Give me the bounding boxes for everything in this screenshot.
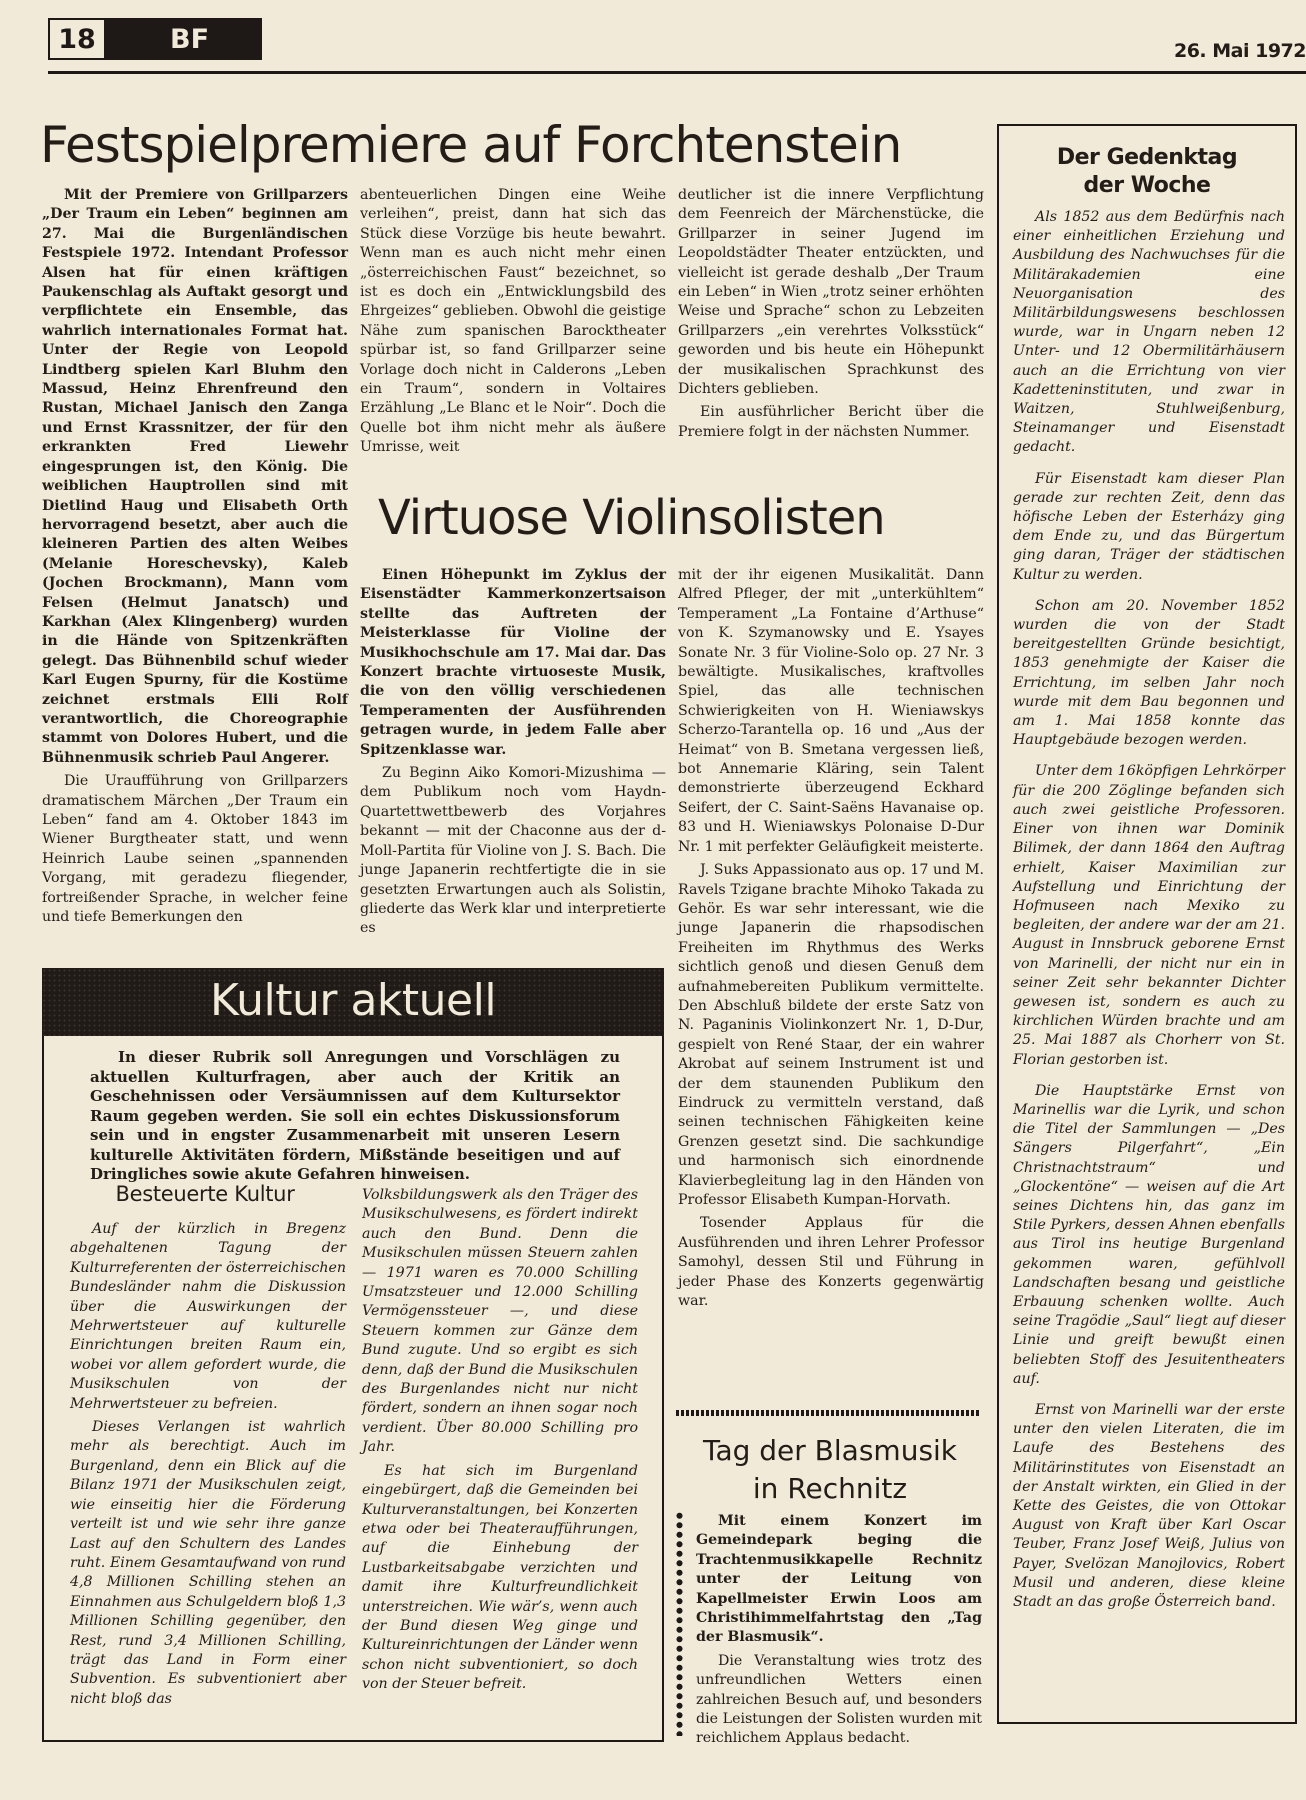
- kultur-paragraph: Es hat sich im Burgenland eingebürgert, daß die Gemeinden bei Kulturveranstaltungen, bei Konzerten etwa oder bei Theateraufführungen, auf die Einhebung der Lustbarkeitsabgabe verzichten und damit ihre Kulturfreundlichkeit unterstreichen. Wie wär’s, wenn auch der Bund diesen Weg ginge und Kultureinrichtungen der Länder wenn schon nicht subventioniert, so doch von der Steuer befreit.: [362, 1462, 638, 1693]
- festspiel-paragraph: Ein ausführlicher Bericht über die Premiere folgt in der nächsten Nummer.: [678, 404, 984, 440]
- kultur-intro-text: In dieser Rubrik soll Anregungen und Vorschlägen zu aktuellen Kulturfragen, aber auch der Kritik an Geschehnissen oder Versäumnissen auf dem Kultursektor Raum gegeben werden. Sie soll ein echtes Diskussionsforum sein und in engster Zusammenarbeit mit unseren Lesern kulturelle Aktivitäten fördern, Mißstände beseitigen und auf Dringliches sowie akute Gefahren hinweisen.: [90, 1048, 620, 1183]
- gedenktag-column: [1013, 208, 1285, 1612]
- blasmusik-column: [696, 1512, 982, 1749]
- headline-blasmusik-line-1: Tag der Blasmusik: [702, 1434, 958, 1467]
- gedenktag-paragraph: Für Eisenstadt kam dieser Plan gerade zur rechten Zeit, denn das höfische Leben der Esterházy ging dem Ende zu, und das Bürgertum ging daran, Träger der städtischen Kultur zu werden.: [1013, 470, 1285, 583]
- kultur-column-2: [362, 1186, 638, 1695]
- violin-lead: Einen Höhepunkt im Zyklus der Eisenstädter Kammerkonzertsaison stellte das Auftreten der Meisterklasse für Violine der Musikhochschule am 17. Mai dar. Das Konzert brachte virtuoseste Musik, die von den völlig verschiedenen Temperamenten der Ausführenden getragen wurde, in jedem Falle aber Spitzenklasse war.: [360, 567, 666, 758]
- festspiel-paragraph: Die Uraufführung von Grillparzers dramatischem Märchen „Der Traum ein Leben“ fand am 4. Oktober 1843 im Wiener Burgtheater statt, und wenn Heinrich Laube seinen „spannenden Vorgang, mit geradezu fliegender, fortreißender Sprache, in welcher feine und tiefe Bemerkungen den: [42, 773, 348, 926]
- kultur-paragraph: Auf der kürzlich in Bregenz abgehaltenen Tagung der Kulturreferenten der österreichischen Bundesländer nahm die Diskussion über die Auswirkungen der Mehrwertsteuer auf kulturelle Einrichtungen breiten Raum ein, wobei vor allem gefordert wurde, die Musikschulen von der Mehrwertsteuer zu befreien.: [70, 1221, 346, 1412]
- kultur-aktuell-box: [42, 1036, 664, 1742]
- section-divider: [676, 1410, 980, 1416]
- headline-blasmusik-line-2: in Rechnitz: [752, 1472, 908, 1505]
- kultur-aktuell-banner: [42, 968, 664, 1036]
- page-header-badge: [48, 18, 262, 60]
- header-rule: [48, 71, 1306, 74]
- gedenktag-paragraph: Ernst von Marinelli war der erste unter den vielen Literaten, die im Laufe des Bestehens des Militärinstitutes von Eisenstadt an der Anstalt wirkten, ein Glied in der Kette des Geistes, die von Ottokar August von Kraft über Karl Oscar Teuber, Franz Josef Weiß, Julius von Payer, Svelözan Manojlovics, Robert Musil und anderen, diese kleine Stadt an das große Österreich band.: [1013, 1401, 1285, 1611]
- blasmusik-paragraph: Die Veranstaltung wies trotz des unfreundlichen Wetters einen zahlreichen Besuch auf, und besonders die Leistungen der Solisten wurden mit reichlichem Applaus bedacht.: [696, 1652, 982, 1747]
- section-label: BF: [170, 23, 210, 55]
- kultur-column-1: [70, 1220, 346, 1709]
- column-gutter: [990, 120, 991, 1730]
- kultur-paragraph: Volksbildungswerk als den Träger des Musikschulwesens, es fördert indirekt auch den Bund. Denn die Musikschulen müssen Steuern zahlen — 1971 waren es 70.000 Schilling Umsatzsteuer und 12.000 Schilling Vermögenssteuer —, und diese Steuern kommen zur Gänze dem Bund zugute. Und so ergibt es sich denn, daß der Bund die Musikschulen des Burgenlandes nicht nur nicht fördert, sondern an ihnen sogar noch verdient. Über 80.000 Schilling pro Jahr.: [362, 1187, 638, 1456]
- festspiel-column-3: [678, 186, 984, 442]
- violin-paragraph: Tosender Applaus für die Ausführenden und ihren Lehrer Professor Samohyl, dessen Stil und Führung in jeder Phase des Konzerts gegenwärtig war.: [678, 1215, 984, 1310]
- festspiel-paragraph: deutlicher ist die innere Verpflichtung dem Feenreich der Märchenstücke, die Grillparzer in seiner Jugend im Leopoldstädter Theater entzückten, und vielleicht ist gerade deshalb „Der Traum ein Leben“ in Wien „trotz seiner erhöhten Weise und Sprache“ schon zu Lebzeiten Grillparzers „ein verehrtes Volksstück“ geworden und bis heute ein Höhepunkt der musikalischen Sprachkunst des Dichters geblieben.: [678, 187, 984, 398]
- gedenktag-title: [999, 144, 1295, 200]
- festspiel-lead: Mit der Premiere von Grillparzers „Der Traum ein Leben“ beginnen am 27. Mai die Burgenländischen Festspiele 1972. Intendant Professor Alsen hat für einen kräftigen Paukenschlag als Auftakt gesorgt und verpflichtete ein Ensemble, das wahrlich internationales Format hat. Unter der Regie von Leopold Lindtberg spielen Karl Bluhm den Massud, Heinz Ehrenfreund den Rustan, Michael Janisch den Zanga und Ernst Krassnitzer, der für den erkrankten Fred Liewehr eingesprungen ist, den König. Die weiblichen Hauptrollen sind mit Dietlind Haug und Elisabeth Orth hervorragend besetzt, aber auch die kleineren Partien des alten Weibes (Melanie Horeschevsky), Kaleb (Jochen Brockmann), Mann vom Felsen (Helmut Janatsch) und Karkhan (Alex Klingenberg) wurden in die Hände von Spitzenkräften gelegt. Das Bühnenbild schuf wieder Karl Eugen Spurny, für die Kostüme zeichnet erstmals Elli Rolf verantwortlich, die Choreographie stammt von Dolores Hubert, und die Bühnenmusik schrieb Paul Angerer.: [42, 187, 348, 766]
- headline-blasmusik: [680, 1432, 980, 1508]
- gedenktag-paragraph: Die Hauptstärke Ernst von Marinellis war die Lyrik, und schon die Titel der Sammlungen — „Des Sängers Pilgerfahrt“, „Ein Christnachtstraum“ und „Glockentöne“ — weisen auf die Art seines Dichtens hin, das ganz im Stile Pyrkers, dessen Ahnen ebenfalls aus Tirol ins heutige Burgenland gekommen waren, gefühlvoll Landschaften besang und geistliche Erbauung schenken wollte. Auch seine Tragödie „Saul“ liegt auf dieser Linie und greift bewußt einen beliebten Stoff des Jesuitentheaters auf.: [1013, 1082, 1285, 1387]
- festspiel-column-2: [360, 186, 666, 458]
- gedenktag-title-line-1: Der Gedenktag: [1056, 145, 1238, 170]
- violin-paragraph: mit der ihr eigenen Musikalität. Dann Alfred Pfleger, der mit „unterkühltem“ Temperament „La Fontaine d’Arthuse“ von K. Szymanowsky und E. Ysayes Sonate Nr. 3 für Violine-Solo op. 27 Nr. 3 bewältigte. Musikalisches, kraftvolles Spiel, das alle technischen Schwierigkeiten von H. Wieniawskys Scherzo-Tarantella op. 16 und „Aus der Heimat“ von B. Smetana vergessen ließ, bot Annemarie Kläring, sein Talent demonstrierte überzeugend Eckhard Seifert, der C. Saint-Saëns Havanaise op. 83 und H. Wieniawskys Polonaise D-Dur Nr. 1 mit perfekter Geläufigkeit meisterte.: [678, 567, 984, 855]
- kultur-intro: [90, 1048, 620, 1185]
- violin-column-1: [360, 566, 666, 939]
- issue-date: 26. Mai 1972: [1173, 40, 1306, 62]
- headline-festspielpremiere: Festspielpremiere auf Forchtenstein: [40, 116, 902, 174]
- violin-column-2: [678, 566, 984, 1311]
- subhead-besteuerte-kultur: Besteuerte Kultur: [115, 1182, 295, 1206]
- festspiel-paragraph: abenteuerlichen Dingen eine Weihe verleihen“, preist, dann hat sich das Stück diese Vorzüge bis heute bewahrt. Wenn man es auch nicht mehr einen „österreichischen Faust“ bezeichnet, so ist es doch ein „Entwicklungsbild des Ehrgeizes“ geblieben. Obwohl die geistige Nähe zum spanischen Barocktheater spürbar ist, so fand Grillparzer seine Vorlage doch nicht in Calderons „Leben ein Traum“, sondern in Voltaires Erzählung „Le Blanc et le Noir“. Doch die Quelle bot ihm nicht mehr als äußere Umrisse, weit: [360, 187, 666, 456]
- kultur-paragraph: Dieses Verlangen ist wahrlich mehr als berechtigt. Auch im Burgenland, denn ein Blick auf die Bilanz 1971 der Musikschulen zeigt, wie einseitig hier die Förderung verteilt ist und wie sehr ihre ganze Last auf den Schultern des Landes ruht. Einem Gesamtaufwand von rund 4,8 Millionen Schilling stehen an Einnahmen aus Schulgeldern bloß 1,3 Millionen Schilling gegenüber, den Rest, rund 3,4 Millionen Schilling, trägt das Land in Form einer Subvention. Es subventioniert aber nicht bloß das: [70, 1419, 346, 1707]
- gedenktag-paragraph: Als 1852 aus dem Bedürfnis nach einer einheitlichen Erziehung und Ausbildung des Nachwuchses für die Militärakademien eine Neuorganisation des Militärbildungswesens beschlossen wurde, war in Ungarn neben 12 Unter- und 12 Obermilitärhäusern auch an die Errichtung von vier Kadetteninstituten, und zwar in Waitzen, Stuhlweißenburg, Steinamanger und Eisenstadt gedacht.: [1013, 209, 1285, 456]
- decorative-dot-border: [676, 1511, 683, 1736]
- blasmusik-lead: Mit einem Konzert im Gemeindepark beging die Trachtenmusikkapelle Rechnitz unter der Leitung von Kapellmeister Erwin Loos am Christihimmelfahrtstag den „Tag der Blasmusik“.: [696, 1513, 982, 1646]
- gedenktag-box: [997, 124, 1297, 1724]
- violin-paragraph: J. Suks Appassionato aus op. 17 und M. Ravels Tzigane brachte Mihoko Takada zu Gehör. Es war sehr interessant, wie die junge Japanerin die rhapsodischen Freiheiten im Rhythmus des Werks sichtlich genoß und diesen Genuß dem aufnahmebereiten Publikum vermittelte. Den Abschluß bildete der erste Satz von N. Paganinis Violinkonzert Nr. 1, D-Dur, gespielt von René Staar, der ein wahrer Akrobat auf seinem Instrument ist und der dem staunenden Publikum den Eindruck zu vermitteln verstand, daß seinen technischen Fähigkeiten keine Grenzen gesetzt sind. Die sachkundige und harmonisch sich einordnende Klavierbegleitung lag in den Händen von Professor Elisabeth Kumpan-Horvath.: [678, 862, 984, 1208]
- violin-paragraph: Zu Beginn Aiko Komori-Mizushima — dem Publikum noch vom Haydn-Quartettwettbewerb des Vorjahres bekannt — mit der Chaconne aus der d-Moll-Partita für Violine von J. S. Bach. Die junge Japanerin rechtfertigte die in sie gesetzten Erwartungen auch als Solistin, gliederte das Werk klar und interpretierte es: [360, 765, 666, 937]
- headline-violinsolisten: Virtuose Violinsolisten: [378, 490, 885, 546]
- page-number: 18: [50, 20, 106, 58]
- gedenktag-title-line-2: der Woche: [1083, 173, 1211, 198]
- gedenktag-paragraph: Schon am 20. November 1852 wurden die von der Stadt bereitgestellten Gründe besichtigt, 1853 genehmigte der Kaiser die Errichtung, im selben Jahr noch wurde mit dem Bau begonnen und am 1. Mai 1858 konnte das Hauptgebäude bezogen werden.: [1013, 597, 1285, 749]
- kultur-aktuell-title: Kultur aktuell: [209, 975, 497, 1026]
- festspiel-column-1: [42, 186, 348, 927]
- gedenktag-paragraph: Unter dem 16köpfigen Lehrkörper für die 200 Zöglinge befanden sich auch zwei geistliche Professoren. Einer von ihnen war Dominik Bilimek, der dann 1864 den Auftrag erhielt, Kaiser Maximilian zur Aufstellung und Einrichtung der Hofmuseen nach Mexiko zu begleiten, der andere war der am 21. August in Innsbruck geborene Ernst von Marinelli, der nicht nur ein in seiner Zeit sehr bekannter Dichter gewesen ist, sondern es auch zu kirchlichen Würden brachte und am 25. Mai 1887 als Chorherr von St. Florian gestorben ist.: [1013, 763, 1285, 1068]
